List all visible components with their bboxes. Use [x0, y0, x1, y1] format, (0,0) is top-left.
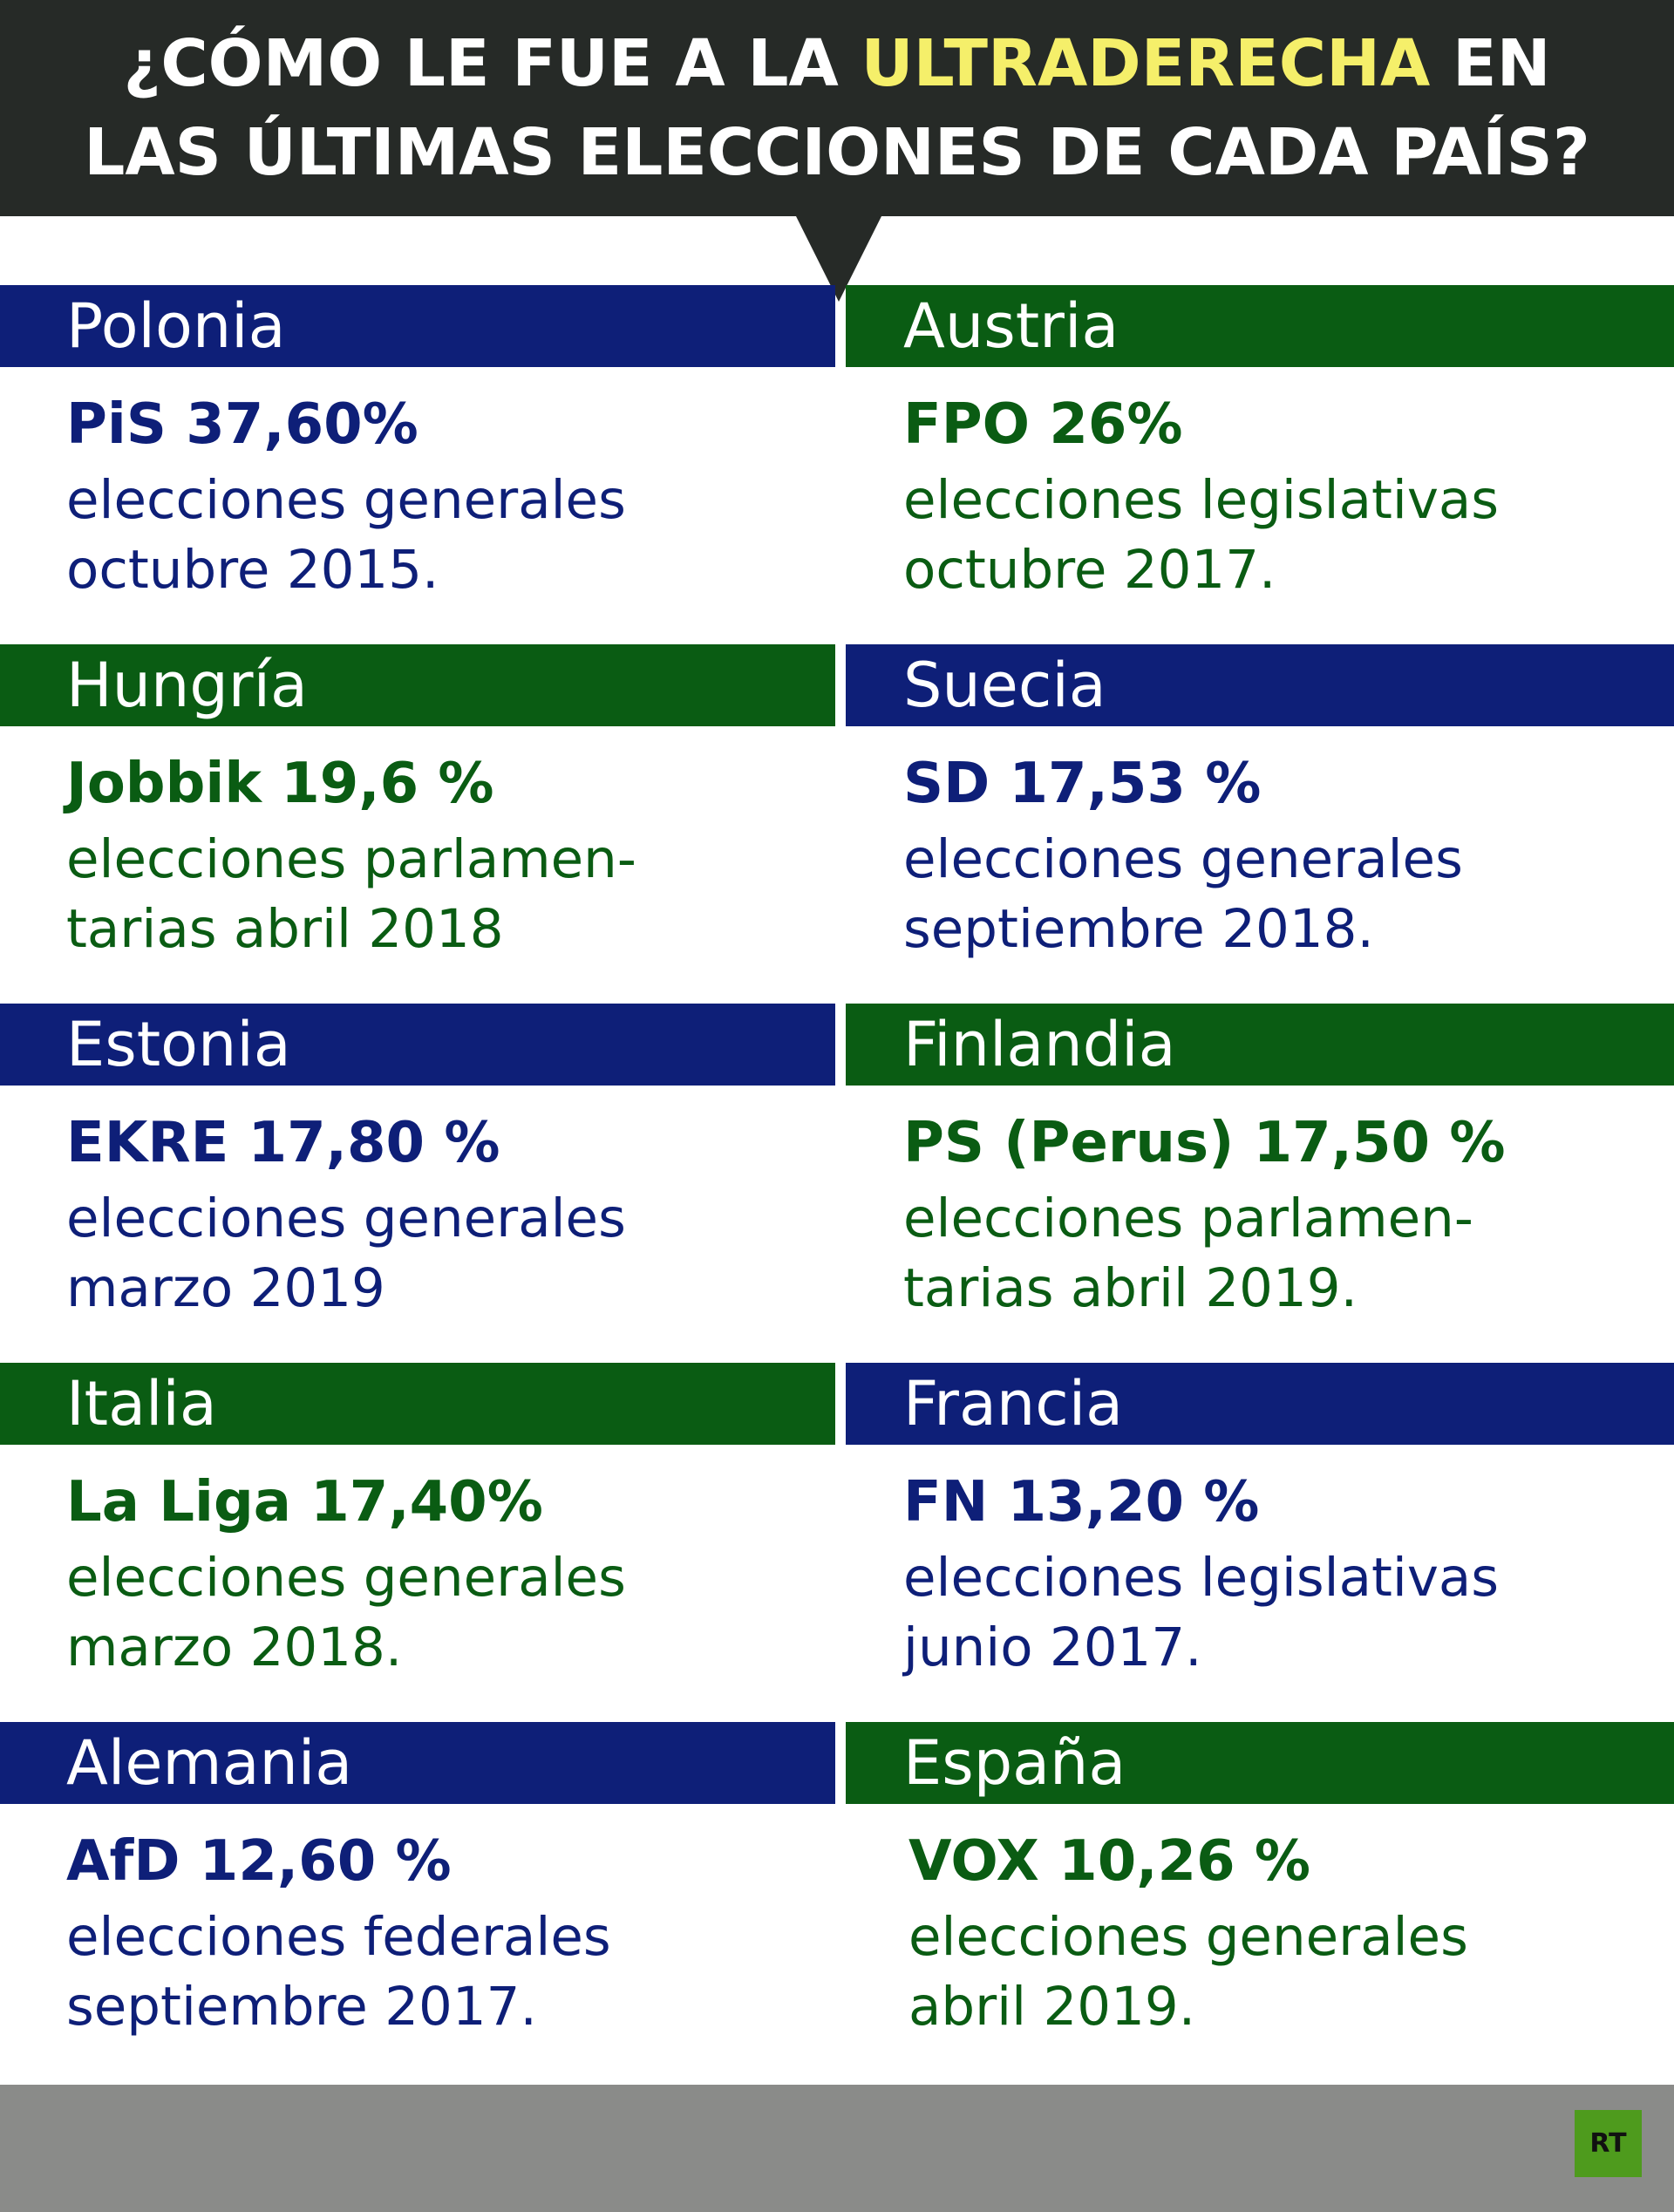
election-desc: elecciones generales — [903, 828, 1463, 890]
election-date: septiembre 2018. — [903, 898, 1374, 960]
election-desc: elecciones parlamen- — [903, 1188, 1473, 1249]
election-desc: elecciones legislativas — [903, 469, 1500, 531]
country-name: Estonia — [66, 1009, 291, 1080]
election-desc: elecciones generales — [908, 1906, 1468, 1968]
election-desc: elecciones generales — [66, 1188, 626, 1249]
election-date: septiembre 2017. — [66, 1976, 537, 2038]
result-austria — [903, 391, 1674, 605]
country-name: España — [903, 1727, 1126, 1799]
country-name: Polonia — [66, 290, 286, 362]
country-bar-suecia — [846, 644, 1674, 726]
country-bar-estonia — [0, 1004, 835, 1086]
election-desc: elecciones federales — [66, 1906, 611, 1968]
election-desc: elecciones generales — [66, 1547, 626, 1609]
page-title — [0, 19, 1674, 197]
election-date: junio 2017. — [903, 1616, 1202, 1678]
footer-bar — [0, 2085, 1674, 2212]
result-suecia — [903, 750, 1674, 964]
party-result: FN 13,20 % — [903, 1470, 1260, 1535]
election-date: tarias abril 2019. — [903, 1257, 1358, 1319]
election-date: tarias abril 2018 — [66, 898, 504, 960]
election-desc: elecciones parlamen- — [66, 828, 636, 890]
title-line-1 — [0, 19, 1674, 108]
title-highlight: ULTRADERECHA — [861, 26, 1431, 101]
result-finlandia — [903, 1109, 1674, 1324]
country-name: Italia — [66, 1368, 217, 1440]
party-result: SD 17,53 % — [903, 752, 1262, 816]
result-hungria — [66, 750, 851, 964]
party-result: EKRE 17,80 % — [66, 1111, 500, 1175]
country-name: Alemania — [66, 1727, 353, 1799]
result-italia — [66, 1468, 851, 1683]
country-bar-italia — [0, 1363, 835, 1445]
country-name: Hungría — [66, 650, 308, 721]
country-bar-francia — [846, 1363, 1674, 1445]
title-line-1-start: ¿CÓMO LE FUE A LA — [123, 26, 861, 101]
country-bar-polonia — [0, 285, 835, 367]
result-polonia — [66, 391, 851, 605]
election-date: octubre 2017. — [903, 539, 1276, 601]
party-result: PiS 37,60% — [66, 392, 418, 457]
party-result: AfD 12,60 % — [66, 1829, 452, 1894]
title-line-2: LAS ÚLTIMAS ELECCIONES DE CADA PAÍS? — [84, 115, 1590, 190]
title-line-1-end: EN — [1430, 26, 1551, 101]
election-desc: elecciones legislativas — [903, 1547, 1500, 1609]
party-result: FPO 26% — [903, 392, 1183, 457]
country-bar-espana — [846, 1722, 1674, 1804]
election-date: octubre 2015. — [66, 539, 439, 601]
rt-logo — [1575, 2110, 1642, 2177]
country-name: Finlandia — [903, 1009, 1176, 1080]
election-date: marzo 2019 — [66, 1257, 385, 1319]
result-estonia — [66, 1109, 851, 1324]
result-alemania — [66, 1827, 851, 2042]
country-bar-alemania — [0, 1722, 835, 1804]
logo-text: RT — [1589, 2128, 1627, 2159]
party-result: Jobbik 19,6 % — [66, 752, 494, 816]
election-date: marzo 2018. — [66, 1616, 403, 1678]
country-bar-austria — [846, 285, 1674, 367]
country-bar-hungria — [0, 644, 835, 726]
country-name: Francia — [903, 1368, 1124, 1440]
result-espana — [908, 1827, 1674, 2042]
election-desc: elecciones generales — [66, 469, 626, 531]
country-name: Austria — [903, 290, 1119, 362]
country-name: Suecia — [903, 650, 1106, 721]
party-result: PS (Perus) 17,50 % — [903, 1111, 1506, 1175]
result-francia — [903, 1468, 1674, 1683]
country-bar-finlandia — [846, 1004, 1674, 1086]
party-result: VOX 10,26 % — [908, 1829, 1310, 1894]
election-date: abril 2019. — [908, 1976, 1196, 2038]
party-result: La Liga 17,40% — [66, 1470, 543, 1535]
